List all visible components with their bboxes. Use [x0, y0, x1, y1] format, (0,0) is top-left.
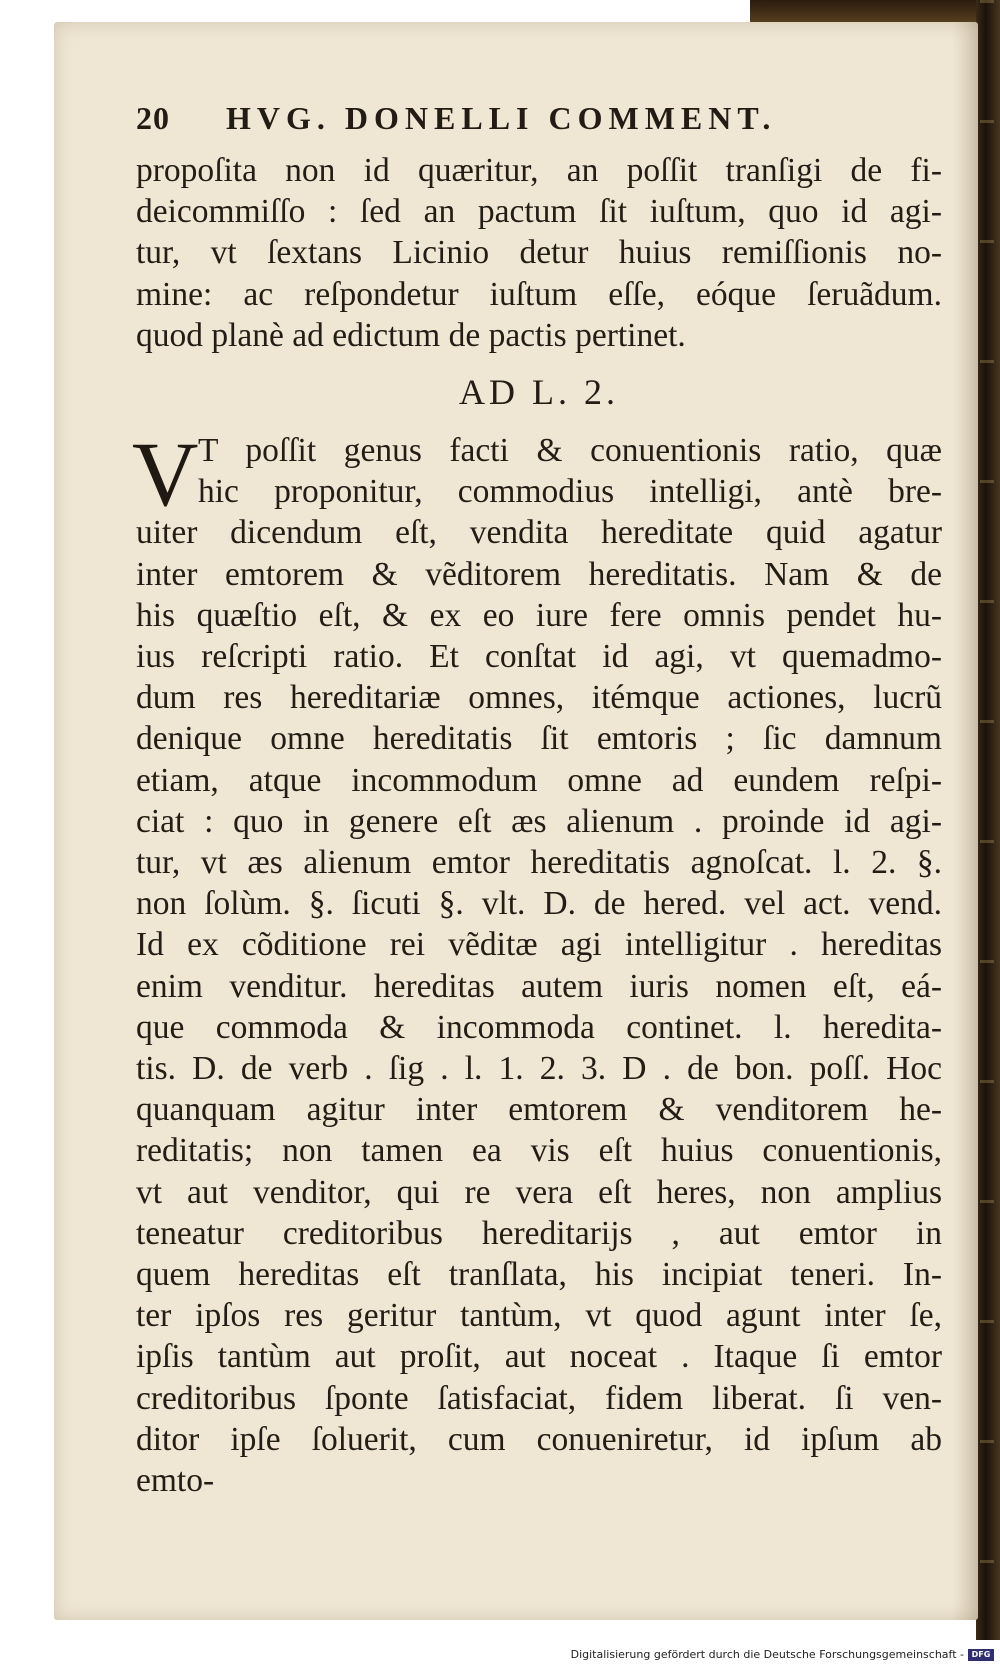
- text-line: inter emtorem & vẽditorem hereditatis. Nam & de: [136, 555, 942, 593]
- drop-capital: V: [132, 423, 199, 526]
- running-title: HVG. DONELLI COMMENT.: [226, 100, 777, 136]
- text-line: dum res hereditariæ omnes, itémque actiones, lucrũ: [136, 679, 942, 717]
- text-line: quod planè ad edictum de pactis pertinet.: [136, 316, 686, 354]
- text-block: [132, 150, 942, 1501]
- dfg-logo: DFG: [968, 1649, 994, 1661]
- text-line: T poſſit genus facti & conuentionis ratio, quæ: [198, 432, 942, 470]
- book-edge-marks: [980, 0, 994, 1640]
- text-line: vt aut venditor, qui re vera eſt heres, non amplius: [136, 1173, 942, 1211]
- text-line: tur, vt æs alienum emtor hereditatis agnoſcat. l. 2. §.: [136, 844, 942, 882]
- text-line: enim venditur. hereditas autem iuris nomen eſt, eá-: [136, 967, 942, 1005]
- paragraph-2: [132, 423, 942, 1460]
- footer-credit: Digitalisierung gefördert durch die Deutsche Forschungsgemeinschaft -: [570, 1648, 964, 1661]
- text-line: deicommiſſo : ſed an pactum ſit iuſtum, quo id agi-: [136, 193, 942, 231]
- text-line: propoſita non id quæritur, an poſſit tranſigi de fi-: [136, 152, 942, 189]
- text-line: que commoda & incommoda continet. l. heredita-: [136, 1008, 942, 1046]
- paragraph-1: [136, 150, 942, 356]
- text-line: teneatur creditoribus hereditarijs , aut emtor in: [136, 1214, 942, 1252]
- text-line: hic proponitur, commodius intelligi, antè bre-: [198, 473, 942, 511]
- text-line: reditatis; non tamen ea vis eſt huius conuentionis,: [136, 1132, 942, 1170]
- text-line: ius reſcripti ratio. Et conſtat id agi, vt quemadmo-: [136, 638, 942, 676]
- page-number: 20: [136, 100, 170, 136]
- text-line: quanquam agitur inter emtorem & venditorem he-: [136, 1091, 942, 1129]
- text-line: uiter dicendum eſt, vendita hereditate quid agatur: [136, 514, 942, 552]
- text-line: mine: ac reſpondetur iuſtum eſſe, eóque ſeruãdum.: [136, 275, 942, 313]
- text-line: quem hereditas eſt tranſlata, his incipiat teneri. In-: [136, 1256, 942, 1294]
- text-line: ipſis tantùm aut proſit, aut noceat . Itaque ſi emtor: [136, 1338, 942, 1376]
- text-line: tis. D. de verb . ſig . l. 1. 2. 3. D . de bon. poſſ. Hoc: [136, 1050, 942, 1088]
- text-line: ditor ipſe ſoluerit, cum conueniretur, id ipſum ab: [136, 1420, 942, 1458]
- text-line: non ſolùm. §. ſicuti §. vlt. D. de hered. vel act. vend.: [136, 885, 942, 923]
- section-heading: AD L. 2.: [459, 372, 619, 413]
- text-line: denique omne hereditatis ſit emtoris ; ſic damnum: [136, 720, 942, 758]
- text-line: Id ex cõditione rei vẽditæ agi intelligitur . hereditas: [136, 926, 942, 964]
- text-line: ciat : quo in genere eſt æs alienum . proinde id agi-: [136, 802, 942, 840]
- book-edge-top: [750, 0, 1000, 24]
- catchword: emto-: [136, 1462, 215, 1500]
- page-shadow: [952, 22, 978, 1620]
- text-line: etiam, atque incommodum omne ad eundem reſpi-: [136, 761, 942, 799]
- footer-bar: [0, 1646, 1000, 1666]
- text-line: creditoribus ſponte ſatisfaciat, fidem liberat. ſi ven-: [136, 1379, 942, 1417]
- text-line: ter ipſos res geritur tantùm, vt quod agunt inter ſe,: [136, 1297, 942, 1335]
- text-line: tur, vt ſextans Licinio detur huius remiſſionis no-: [136, 234, 942, 272]
- running-head: [136, 100, 936, 137]
- text-line: his quæſtio eſt, & ex eo iure fere omnis pendet hu-: [136, 596, 942, 634]
